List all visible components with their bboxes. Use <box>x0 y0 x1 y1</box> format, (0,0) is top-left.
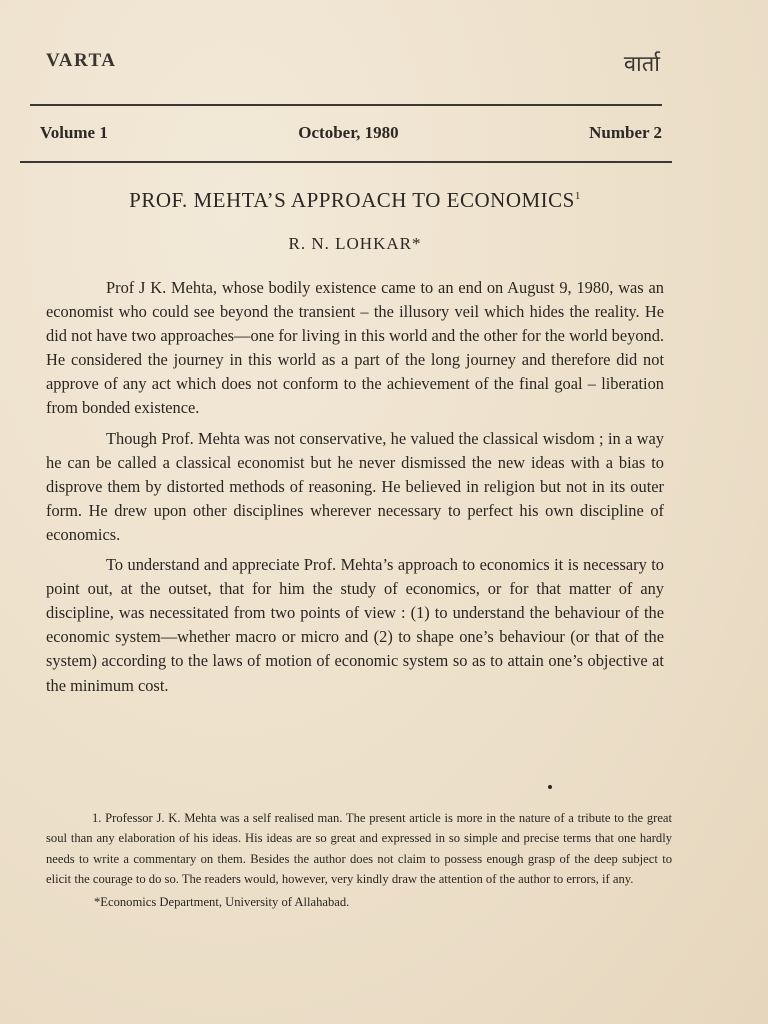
paragraph-3: To understand and appreciate Prof. Mehta’s approach to economics it is necessary to point out, at the outset, that for him the study of economics, or for that matter of any discipline, was necessitated from two points of view : (1) to understand the behaviour of the economic system—whether macro or micro and (2) to shape one’s behaviour (or that of the system) according to the laws of motion of economic system so as to attain one’s objective at the minimum cost. <box>46 555 664 695</box>
article-body <box>46 276 664 704</box>
paragraph-2: Though Prof. Mehta was not conservative, he valued the classical wisdom ; in a way he can be called a classical economist but he never dismissed the new ideas with a bias to disprove them by distorted methods of reasoning. He believed in religion but not in its outer form. He drew upon other disciplines wherever necessary to perfect his own discipline of economics. <box>46 428 664 544</box>
title-footnote-marker: 1 <box>574 190 581 202</box>
footnote-1: 1. Professor J. K. Mehta was a self realised man. The present article is more in the nature of a tribute to the great soul than any elaboration of his ideas. His ideas are so great and expressed in so simple and precise terms that one hardly needs to write a commentary on them. Besides the author does not claim to possess enough grasp of the deep subject to elicit the courage to do so. The readers would, however, very kindly draw the attention of the author to errors, if any. <box>46 811 672 887</box>
journal-name: VARTA <box>46 50 117 71</box>
footnote-author-affiliation: *Economics Department, University of Allahabad. <box>94 894 350 909</box>
issue-info-row <box>40 123 662 143</box>
journal-name-hindi: वार्ता <box>623 52 660 77</box>
article-title <box>0 188 710 213</box>
stray-dot <box>548 785 552 789</box>
header-rule-top <box>30 104 662 106</box>
issue-date: October, 1980 <box>298 123 399 142</box>
header-rule-bottom <box>20 161 672 163</box>
issue-number: Number 2 <box>589 123 662 142</box>
article-author: R. N. LOHKAR* <box>288 234 422 253</box>
volume-label: Volume 1 <box>40 123 108 142</box>
article-title-text: PROF. MEHTA’S APPROACH TO ECONOMICS <box>129 188 575 212</box>
footnotes <box>46 808 672 912</box>
paragraph-1: Prof J K. Mehta, whose bodily existence came to an end on August 9, 1980, was an economist who could see beyond the transient – the illusory veil which hides the reality. He did not have two approaches—one for living in this world and the other for the world beyond. He considered the journey in this world as a part of the long journey and therefore did not approve of any act which does not conform to the achievement of the final goal – liberation from bonded existence. <box>46 278 664 418</box>
